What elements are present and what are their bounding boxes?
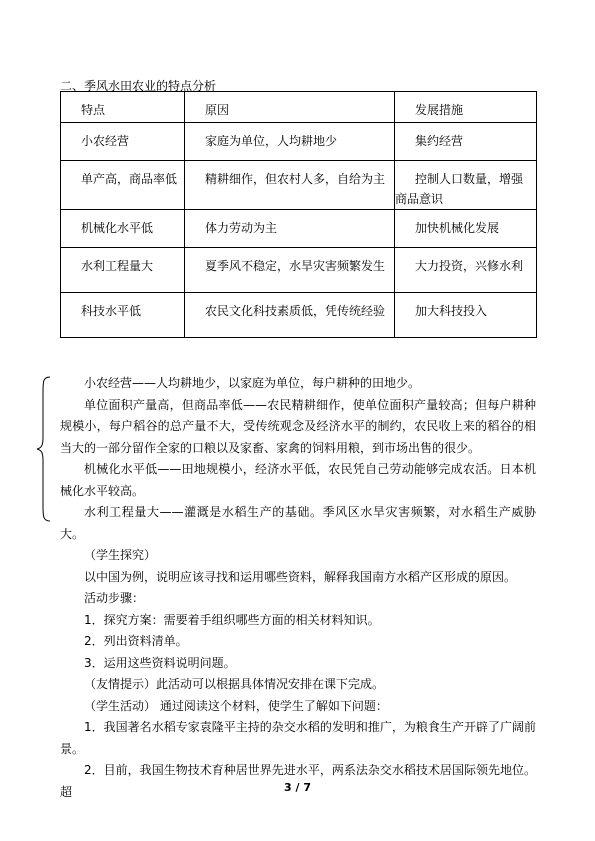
table-cell: 小农经营	[61, 123, 185, 161]
header-cell: 特点	[61, 92, 185, 123]
table-cell: 控制人口数量，增强商品意识	[395, 161, 537, 210]
paragraph: 活动步骤：	[84, 591, 145, 605]
section-heading: 二、季风水田农业的特点分析	[60, 79, 217, 93]
paragraph: 小农经营——人均耕地少，以家庭为单位，每户耕种的田地少。	[84, 376, 421, 390]
table-cell: 夏季风不稳定，水旱灾害频繁发生	[185, 248, 395, 293]
body-text	[60, 373, 536, 803]
table-cell: 水利工程量大	[61, 248, 185, 293]
paragraph: 1．我国著名水稻专家袁隆平主持的杂交水稻的发明和推广，为粮食生产开辟了广阔前景。	[60, 720, 536, 756]
table-row	[61, 293, 537, 338]
paragraph: 水利工程量大——灌溉是水稻生产的基础。季风区水旱灾害频繁，对水稻生产威胁大。	[60, 505, 536, 541]
paragraph: 1．探究方案：需要着手组织哪些方面的相关材料知识。	[84, 612, 380, 627]
table-cell: 体力劳动为主	[185, 210, 395, 248]
paragraph: （学生探究）	[84, 548, 157, 562]
characteristics-table	[60, 91, 537, 338]
table-cell: 家庭为单位，人均耕地少	[185, 123, 395, 161]
table-cell: 加大科技投入	[395, 293, 537, 338]
table-cell: 大力投资，兴修水利	[395, 248, 537, 293]
paragraph: 2．列出资料清单。	[84, 634, 188, 648]
curly-brace-icon	[36, 376, 52, 522]
paragraph: 2．目前，我国生物技术育种居世界先进水平，两系法杂交水稻技术居国际领先地位。超	[60, 763, 536, 799]
table-cell: 科技水平低	[61, 293, 185, 338]
table-cell: 精耕细作，但农村人多，自给为主	[185, 161, 395, 210]
paragraph: 以中国为例，说明应该寻找和运用哪些资料，解释我国南方水稻产区形成的原因。	[84, 569, 517, 584]
paragraph: 机械化水平低——田地规模小，经济水平低，农民凭自己劳动能够完成农活。日本机械化水平较高。	[60, 462, 536, 498]
paragraph: （友情提示）此活动可以根据具体情况安排在课下完成。	[84, 677, 385, 691]
table-row	[61, 161, 537, 210]
table-cell: 加快机械化发展	[395, 210, 537, 248]
header-cell: 原因	[185, 92, 395, 123]
table-cell: 单产高，商品率低	[61, 161, 185, 210]
header-cell: 发展措施	[395, 92, 537, 123]
paragraph: 单位面积产量高，但商品率低——农民精耕细作，使单位面积产量较高；但每户耕种规模小，每户稻谷的总产量不大，受传统观念及经济水平的制约，农民收上来的稻谷的相当大的一部分留作全家的口粮以及家畜、家禽的饲料用粮，到市场出售的很少。	[60, 397, 536, 455]
paragraph: 3．运用这些资料说明问题。	[84, 655, 236, 670]
table-row	[61, 248, 537, 293]
table-cell: 机械化水平低	[61, 210, 185, 248]
table-header-row	[61, 92, 537, 123]
page-number: 3 / 7	[284, 781, 311, 794]
table-row	[61, 123, 537, 161]
table-cell: 农民文化科技素质低，凭传统经验	[185, 293, 395, 338]
table-cell: 集约经营	[395, 123, 537, 161]
table-row	[61, 210, 537, 248]
paragraph: （学生活动） 通过阅读这个材料，使学生了解如下问题：	[84, 698, 388, 713]
